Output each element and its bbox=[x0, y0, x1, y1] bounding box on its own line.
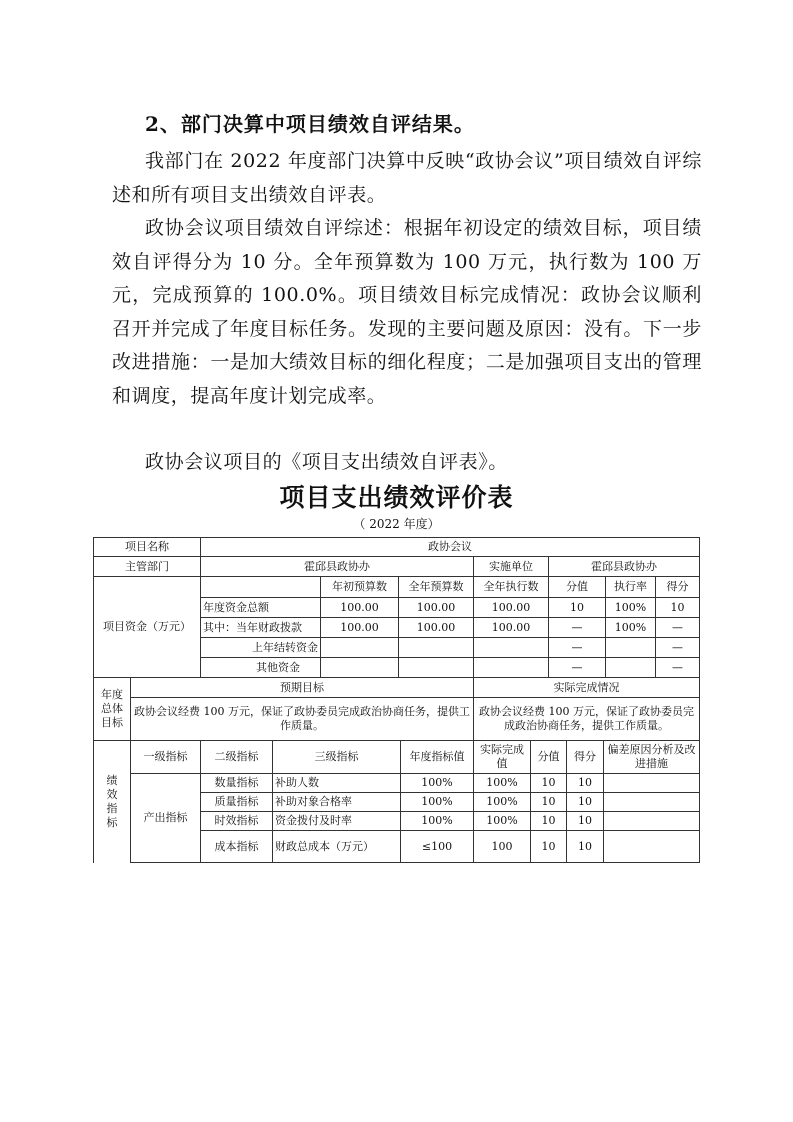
cell: 10 bbox=[567, 774, 604, 793]
header: 一级指标 bbox=[131, 741, 201, 774]
indicators-table bbox=[93, 740, 700, 863]
unit: 霍邱县政协办 bbox=[549, 557, 700, 577]
cell: 补助对象合格率 bbox=[273, 793, 401, 812]
header: 得分 bbox=[567, 741, 604, 774]
cell: 财政总成本（万元） bbox=[273, 831, 401, 863]
cell bbox=[321, 638, 399, 658]
paragraph-intro: 我部门在 2022 年度部门决算中反映“政协会议”项目绩效自评综述和所有项目支出绩效自评表。 bbox=[112, 150, 702, 206]
goals-table bbox=[93, 677, 700, 741]
dept: 霍邱县政协办 bbox=[201, 557, 474, 577]
header: 全年预算数 bbox=[399, 577, 474, 598]
table-subtitle: （ 2022 年度） bbox=[353, 517, 440, 531]
cell: — bbox=[656, 638, 700, 658]
cell: 10 bbox=[531, 774, 567, 793]
cell: 100.00 bbox=[399, 598, 474, 618]
funds-table bbox=[93, 537, 700, 678]
label: 主管部门 bbox=[94, 557, 201, 577]
cell bbox=[604, 831, 700, 863]
header: 二级指标 bbox=[201, 741, 273, 774]
header: 预期目标 bbox=[131, 678, 474, 698]
cell: — bbox=[656, 658, 700, 678]
header: 实际完成情况 bbox=[474, 678, 700, 698]
cell bbox=[474, 658, 549, 678]
header: 实际完成值 bbox=[474, 741, 531, 774]
row-label: 年度资金总额 bbox=[201, 598, 321, 618]
actual-result: 政协会议经费 100 万元，保证了政协委员完成政治协商任务，提供工作质量。 bbox=[474, 698, 700, 741]
cell bbox=[606, 658, 656, 678]
header: 全年执行数 bbox=[474, 577, 549, 598]
header: 分值 bbox=[549, 577, 606, 598]
cell: 10 bbox=[531, 831, 567, 863]
row-label: 其他资金 bbox=[201, 658, 321, 678]
header: 得分 bbox=[656, 577, 700, 598]
cell bbox=[606, 638, 656, 658]
cell bbox=[604, 793, 700, 812]
cell: 补助人数 bbox=[273, 774, 401, 793]
cell: 质量指标 bbox=[201, 793, 273, 812]
header: 偏差原因分析及改进措施 bbox=[604, 741, 700, 774]
level1: 产出指标 bbox=[131, 774, 201, 863]
cell: — bbox=[549, 658, 606, 678]
header: 年度指标值 bbox=[401, 741, 474, 774]
expected-goal: 政协会议经费 100 万元，保证了政协委员完成政治协商任务，提供工作质量。 bbox=[131, 698, 474, 741]
cell: 10 bbox=[567, 812, 604, 831]
cell: 100% bbox=[401, 793, 474, 812]
cell: 10 bbox=[549, 598, 606, 618]
header: 三级指标 bbox=[273, 741, 401, 774]
cell: 100% bbox=[401, 774, 474, 793]
cell: 100.00 bbox=[474, 598, 549, 618]
row-label: 上年结转资金 bbox=[201, 638, 321, 658]
cell: 100.00 bbox=[474, 618, 549, 638]
label: 实施单位 bbox=[474, 557, 549, 577]
cell: 100.00 bbox=[321, 598, 399, 618]
project-name: 政协会议 bbox=[201, 538, 700, 557]
cell bbox=[321, 658, 399, 678]
cell: 100% bbox=[606, 618, 656, 638]
cell bbox=[399, 658, 474, 678]
paragraph-table-ref: 政协会议项目的《项目支出绩效自评表》。 bbox=[145, 451, 508, 473]
section-heading: 2、部门决算中项目绩效自评结果。 bbox=[145, 112, 475, 136]
cell: 10 bbox=[531, 793, 567, 812]
cell: — bbox=[549, 638, 606, 658]
cell: 10 bbox=[531, 812, 567, 831]
cell: 时效指标 bbox=[201, 812, 273, 831]
paragraph-summary: 政协会议项目绩效自评综述：根据年初设定的绩效目标，项目绩效自评得分为 10 分。全年预算数为 100 万元，执行数为 100 万元，完成预算的 100.0%。项目绩效目标完成情况：政协会议顺利召开并完成了年度目标任务。发现的主要问题及原因：没有。下一步改进措施：一是加大绩效目标的细化程度；二是加强项目支出的管理和调度，提高年度计划完成率。 bbox=[112, 217, 702, 407]
cell: 100.00 bbox=[399, 618, 474, 638]
label: 项目名称 bbox=[94, 538, 201, 557]
cell: — bbox=[549, 618, 606, 638]
goals-label: 年度总体目标 bbox=[94, 678, 131, 741]
cell: ≤100 bbox=[401, 831, 474, 863]
header: 分值 bbox=[531, 741, 567, 774]
cell bbox=[604, 812, 700, 831]
cell: 100% bbox=[606, 598, 656, 618]
indicators-label: 绩效指标 bbox=[94, 741, 131, 863]
funds-label: 项目资金（万元） bbox=[94, 577, 201, 678]
cell bbox=[399, 638, 474, 658]
table-row bbox=[94, 774, 700, 793]
cell: 10 bbox=[656, 598, 700, 618]
table-title: 项目支出绩效评价表 bbox=[279, 483, 514, 512]
cell: 成本指标 bbox=[201, 831, 273, 863]
cell: 100% bbox=[401, 812, 474, 831]
cell bbox=[604, 774, 700, 793]
cell: 100% bbox=[474, 793, 531, 812]
cell: 10 bbox=[567, 793, 604, 812]
cell: 资金拨付及时率 bbox=[273, 812, 401, 831]
header: 年初预算数 bbox=[321, 577, 399, 598]
cell: 100% bbox=[474, 812, 531, 831]
header: 执行率 bbox=[606, 577, 656, 598]
cell: 100.00 bbox=[321, 618, 399, 638]
cell: 10 bbox=[567, 831, 604, 863]
cell: — bbox=[656, 618, 700, 638]
cell bbox=[474, 638, 549, 658]
cell: 100 bbox=[474, 831, 531, 863]
row-label: 其中：当年财政拨款 bbox=[201, 618, 321, 638]
cell: 100% bbox=[474, 774, 531, 793]
cell: 数量指标 bbox=[201, 774, 273, 793]
